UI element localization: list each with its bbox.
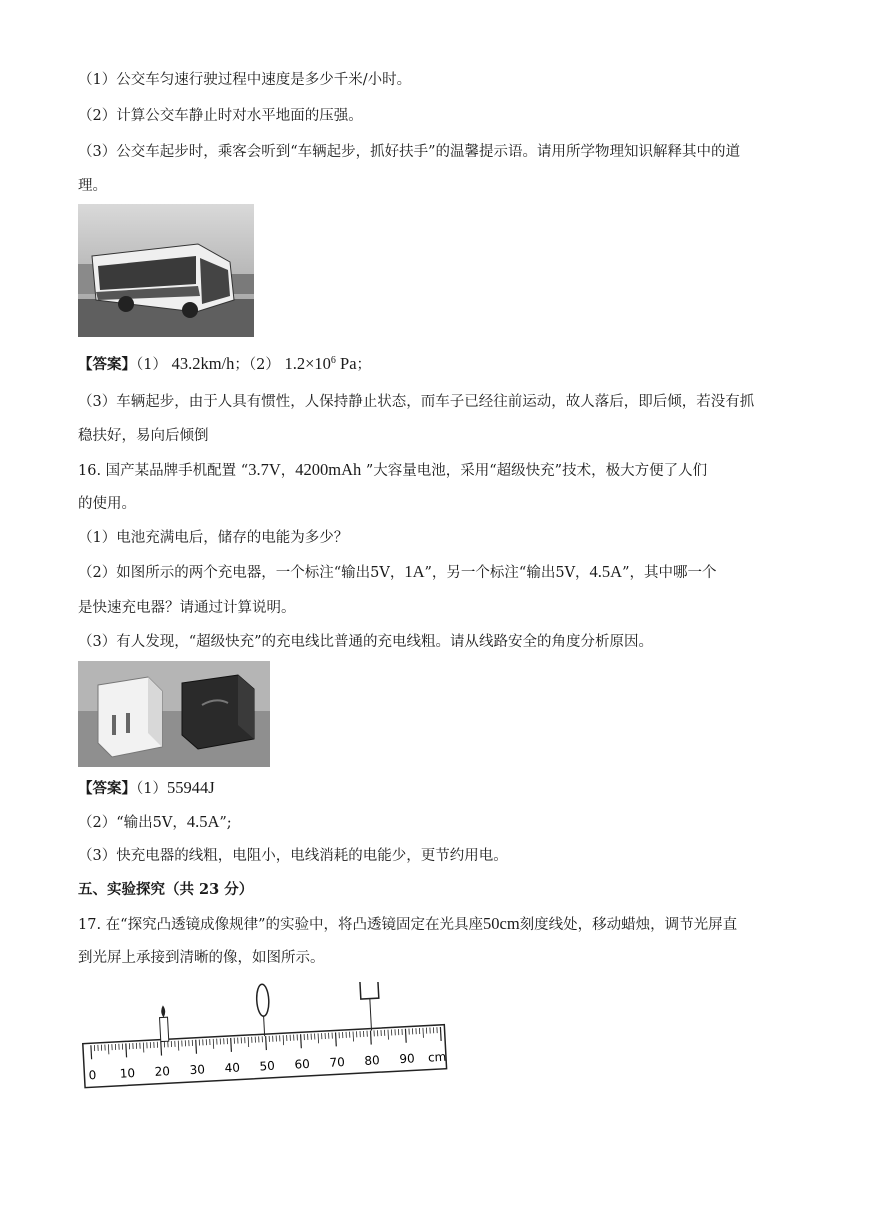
answer-1-prefix: （1）: [136, 781, 167, 797]
q15-part3-line2: 理。: [78, 178, 107, 194]
q16-stem-line1: [78, 460, 707, 481]
ruler-tick: [91, 1045, 92, 1059]
q16-answer-line2: [78, 812, 232, 833]
ruler-tick: [126, 1043, 127, 1057]
q16-answer-line3: （3）快充电器的线粗，电阻小，电线消耗的电能少，更节约用电。: [78, 848, 508, 864]
answer-2-end: ；: [356, 356, 372, 373]
ruler-tick: [405, 1029, 406, 1043]
answer-label: 【答案】: [78, 355, 136, 373]
ruler-label: 10: [119, 1065, 136, 1081]
ruler-tick: [196, 1040, 197, 1054]
q16-current-2: 4.5A: [589, 562, 623, 581]
q16-current-1: 1A: [404, 562, 425, 581]
answer-1-prefix: （1）: [136, 356, 167, 373]
q16-part2-line1: [78, 562, 717, 583]
ruler-tick: [318, 1033, 319, 1043]
lens-icon: [256, 984, 271, 1037]
ruler-tick: [108, 1044, 109, 1054]
ruler-label: 0: [88, 1068, 97, 1083]
q16-part1: （1）电池充满电后，储存的电能为多少？: [78, 530, 349, 546]
q15-answer-3-line1: （3）车辆起步，由于人具有惯性，人保持静止状态，而车子已经往前运动，故人落后，即后倾，若没有抓: [78, 394, 755, 410]
q16-part2-line2: 是快速充电器？请通过计算说明。: [78, 600, 296, 616]
q16-voltage: 3.7V: [248, 460, 281, 479]
ruler-label: 70: [329, 1054, 346, 1070]
q17-stem-text-end: 刻度线处，移动蜡烛，调节光屏直: [519, 917, 738, 933]
ruler-label: 40: [224, 1060, 241, 1076]
answer-2-text: （2）“输出5V，: [78, 815, 187, 831]
answer-1-value: 55944J: [166, 778, 215, 797]
q16-part2-text: （2）如图所示的两个充电器，一个标注“输出5V，: [78, 565, 405, 581]
ruler-tick: [283, 1035, 284, 1045]
q16-comma: ，: [280, 463, 296, 479]
screen-icon: [360, 982, 381, 1031]
ruler-tick: [178, 1041, 179, 1051]
q16-part2-text-mid: ”，另一个标注“输出5V，: [424, 565, 590, 581]
answer-2-unit: Pa: [335, 353, 357, 373]
q15-part3-line1: （3）公交车起步时，乘客会听到“车辆起步，抓好扶手”的温馨提示语。请用所学物理知识解释其中的道: [78, 144, 741, 160]
candle-icon: [159, 1005, 169, 1041]
answer-2-base: 1.2×10: [284, 353, 331, 373]
q16-stem-text-end: ”大容量电池，采用“超级快充”技术，极大方便了人们: [361, 463, 708, 479]
ruler-tick: [301, 1034, 302, 1048]
answer-separator: ；（2）: [234, 356, 280, 373]
q17-stem-line1: [78, 914, 737, 935]
answer-2-exponent: 6: [330, 355, 336, 366]
answer-1-value: 43.2km/h: [171, 353, 235, 373]
q16-stem-text: 16. 国产某品牌手机配置 “: [78, 463, 249, 479]
q16-part3: （3）有人发现，“超级快充”的充电线比普通的充电线粗。请从线路安全的角度分析原因。: [78, 634, 654, 650]
ruler-tick: [353, 1032, 354, 1042]
q17-position: 50cm: [483, 914, 520, 933]
bus-photo: [78, 204, 254, 337]
ruler-tick: [143, 1042, 144, 1052]
q15-part2: （2）计算公交车静止时对水平地面的压强。: [78, 108, 363, 124]
answer-label: 【答案】: [78, 780, 136, 797]
q17-stem-text: 17. 在“探究凸透镜成像规律”的实验中，将凸透镜固定在光具座: [78, 917, 483, 933]
ruler-tick: [336, 1032, 337, 1046]
ruler-label: 90: [399, 1051, 416, 1067]
optical-bench-diagram: [78, 982, 458, 1102]
ruler-tick: [423, 1028, 424, 1038]
ruler-tick: [440, 1027, 441, 1041]
q16-part2-text-end: ”，其中哪一个: [622, 565, 717, 581]
q15-part1: （1）公交车匀速行驶过程中速度是多少千米/小时。: [78, 72, 412, 88]
q16-capacity: 4200mAh: [295, 460, 362, 479]
ruler-label: 60: [294, 1056, 311, 1072]
section-title: 五、实验探究（共 23 分）: [78, 881, 254, 898]
q15-answer-3-line2: 稳扶好，易向后倾倒: [78, 428, 209, 444]
ruler-label: 80: [364, 1053, 381, 1068]
q15-answer-line: [78, 351, 371, 375]
ruler-tick: [231, 1038, 232, 1052]
ruler-tick: [161, 1042, 162, 1056]
q17-stem-line2: 到光屏上承接到清晰的像，如图所示。: [78, 950, 325, 966]
ruler-tick: [370, 1031, 371, 1045]
q16-answer-line1: [78, 778, 215, 799]
ruler-tick: [388, 1030, 389, 1040]
ruler-tick: [213, 1039, 214, 1049]
ruler-tick: [248, 1037, 249, 1047]
answer-2-end: ”;: [219, 815, 232, 831]
ruler-unit: cm: [427, 1049, 447, 1065]
ruler-label: 30: [189, 1062, 206, 1078]
chargers-photo: [78, 661, 270, 767]
q16-stem-line2: 的使用。: [78, 496, 136, 512]
ruler-label: 50: [259, 1058, 276, 1074]
ruler-tick: [266, 1036, 267, 1050]
ruler-label: 20: [154, 1064, 171, 1079]
answer-2-current: 4.5A: [186, 812, 220, 831]
